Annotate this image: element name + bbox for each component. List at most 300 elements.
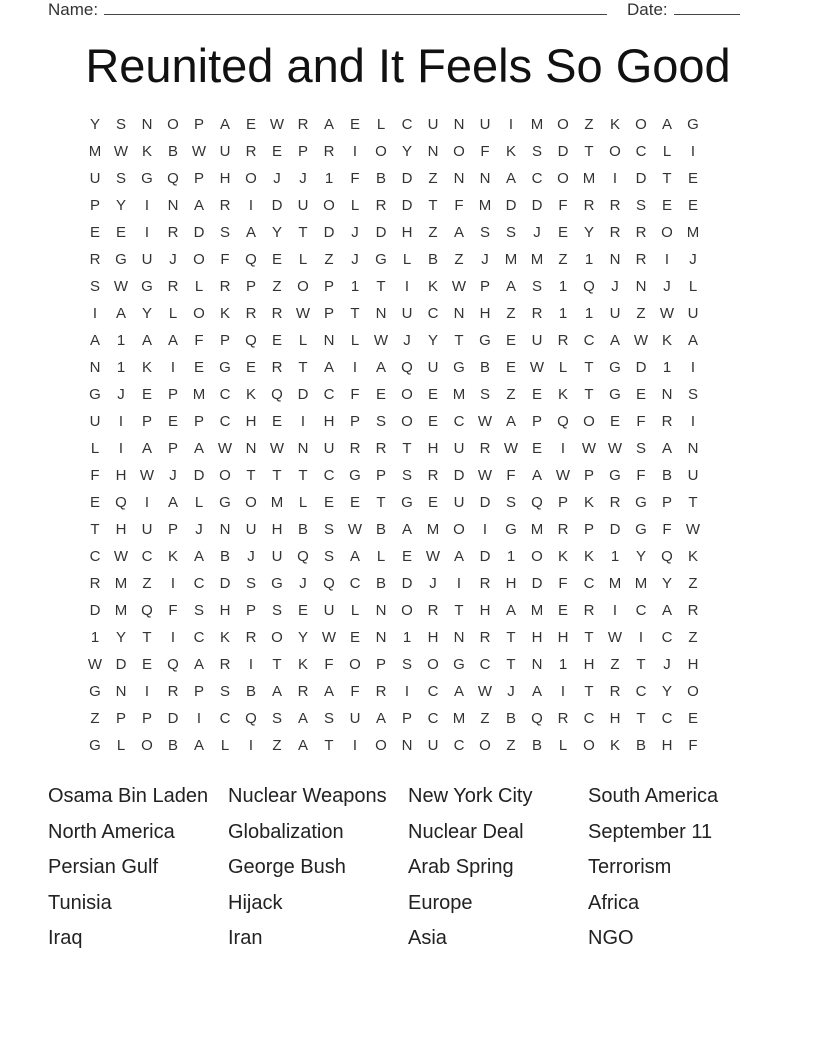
grid-letter: A [193, 656, 204, 673]
grid-letter: B [531, 737, 542, 754]
grid-letter: U [89, 170, 101, 187]
grid-letter: Q [245, 251, 257, 268]
grid-letter: S [505, 224, 516, 241]
grid-letter: Y [297, 629, 308, 646]
grid-row [82, 221, 706, 248]
grid-letter: U [141, 251, 153, 268]
grid-letter: A [141, 440, 152, 457]
grid-letter: Z [584, 116, 594, 133]
grid-letter: A [609, 332, 620, 349]
grid-letter: Y [635, 548, 646, 565]
grid-letter: A [219, 116, 230, 133]
grid-letter: W [113, 143, 129, 160]
grid-letter: R [89, 251, 101, 268]
grid-letter: K [245, 386, 256, 403]
grid-letter: D [323, 224, 335, 241]
grid-letter: D [193, 467, 205, 484]
grid-letter: W [113, 278, 129, 295]
grid-letter: P [583, 467, 594, 484]
grid-letter: 1 [324, 170, 334, 187]
grid-letter: U [297, 197, 309, 214]
grid-letter: A [453, 683, 464, 700]
grid-letter: 1 [506, 548, 516, 565]
grid-letter: K [557, 548, 568, 565]
grid-letter: N [661, 386, 673, 403]
grid-letter: Q [167, 656, 179, 673]
grid-letter: P [583, 521, 594, 538]
grid-letter: R [219, 278, 231, 295]
word-bank-item: NGO [588, 927, 634, 949]
grid-row [82, 626, 706, 653]
word-bank-item: Europe [408, 891, 473, 914]
grid-letter: Y [115, 629, 126, 646]
grid-letter: F [168, 602, 178, 619]
grid-letter: I [404, 278, 410, 295]
grid-letter: W [373, 332, 389, 349]
grid-letter: J [169, 467, 177, 484]
grid-letter: E [531, 440, 542, 457]
grid-letter: I [560, 683, 566, 700]
grid-letter: L [116, 737, 126, 754]
word-bank [48, 779, 768, 957]
date-blank-line[interactable] [674, 0, 740, 15]
grid-letter: S [687, 386, 698, 403]
grid-letter: B [635, 737, 646, 754]
grid-letter: M [452, 710, 466, 727]
grid-letter: I [196, 710, 202, 727]
grid-letter: S [323, 521, 334, 538]
word-bank-item: Africa [588, 891, 640, 914]
grid-letter: G [89, 683, 101, 700]
grid-letter: B [375, 170, 386, 187]
grid-letter: D [609, 521, 621, 538]
grid-letter: E [271, 332, 282, 349]
grid-letter: B [375, 575, 386, 592]
grid-letter: I [144, 197, 150, 214]
grid-letter: C [219, 413, 231, 430]
grid-letter: F [636, 413, 646, 430]
grid-letter: H [609, 710, 621, 727]
grid-letter: P [375, 656, 386, 673]
grid-letter: R [479, 440, 491, 457]
grid-letter: E [427, 413, 438, 430]
grid-letter: K [557, 386, 568, 403]
grid-letter: T [246, 467, 256, 484]
grid-letter: N [89, 359, 101, 376]
grid-letter: O [297, 278, 309, 295]
grid-letter: R [297, 116, 309, 133]
word-bank-item: George Bush [228, 856, 346, 878]
grid-letter: U [271, 548, 283, 565]
grid-letter: Z [506, 386, 516, 403]
grid-letter: U [609, 305, 621, 322]
grid-letter: P [167, 386, 178, 403]
grid-letter: L [558, 359, 568, 376]
grid-letter: L [376, 548, 386, 565]
grid-letter: D [115, 656, 127, 673]
grid-letter: L [350, 332, 360, 349]
grid-letter: T [506, 629, 516, 646]
grid-letter: C [453, 413, 465, 430]
grid-letter: O [375, 737, 387, 754]
grid-letter: D [401, 575, 413, 592]
grid-letter: N [427, 143, 439, 160]
grid-letter: P [375, 467, 386, 484]
name-field[interactable] [48, 0, 607, 20]
grid-letter: P [219, 332, 230, 349]
grid-letter: Z [272, 278, 282, 295]
grid-letter: E [557, 224, 568, 241]
grid-letter: N [375, 629, 387, 646]
grid-letter: N [297, 440, 309, 457]
grid-letter: O [661, 224, 673, 241]
grid-letter: F [194, 332, 204, 349]
grid-letter: R [167, 278, 179, 295]
grid-letter: T [584, 683, 594, 700]
grid-letter: T [298, 467, 308, 484]
grid-letter: T [272, 656, 282, 673]
grid-letter: O [453, 143, 465, 160]
grid-letter: M [582, 170, 596, 187]
grid-letter: G [89, 386, 101, 403]
grid-letter: F [350, 386, 360, 403]
grid-letter: P [297, 143, 308, 160]
grid-letter: A [167, 332, 178, 349]
grid-letter: T [584, 629, 594, 646]
grid-letter: B [375, 521, 386, 538]
grid-letter: J [507, 683, 515, 700]
grid-letter: W [425, 548, 441, 565]
grid-letter: D [635, 170, 647, 187]
grid-letter: U [245, 521, 257, 538]
grid-letter: E [531, 386, 542, 403]
grid-letter: C [583, 710, 595, 727]
grid-letter: O [557, 170, 569, 187]
grid-letter: G [453, 359, 465, 376]
grid-letter: E [271, 413, 282, 430]
grid-letter: Q [115, 494, 127, 511]
grid-letter: E [661, 197, 672, 214]
grid-letter: O [219, 467, 231, 484]
grid-letter: I [612, 602, 618, 619]
grid-letter: M [452, 386, 466, 403]
grid-letter: N [375, 305, 387, 322]
grid-letter: A [115, 305, 126, 322]
word-bank-item: Tunisia [48, 891, 112, 914]
grid-letter: G [141, 170, 153, 187]
grid-letter: A [193, 548, 204, 565]
grid-letter: H [115, 467, 127, 484]
grid-letter: R [583, 602, 595, 619]
grid-letter: P [531, 413, 542, 430]
grid-letter: D [219, 575, 231, 592]
grid-letter: C [635, 683, 647, 700]
grid-letter: U [323, 602, 335, 619]
grid-letter: R [271, 305, 283, 322]
grid-letter: W [659, 305, 675, 322]
grid-letter: A [661, 116, 672, 133]
grid-letter: G [141, 278, 153, 295]
grid-letter: Z [142, 575, 152, 592]
grid-letter: R [375, 683, 387, 700]
grid-letter: E [193, 359, 204, 376]
grid-letter: S [401, 656, 412, 673]
grid-letter: P [193, 413, 204, 430]
grid-letter: C [661, 629, 673, 646]
grid-letter: E [349, 494, 360, 511]
grid-letter: H [219, 170, 231, 187]
grid-letter: E [271, 251, 282, 268]
grid-letter: F [220, 251, 230, 268]
grid-letter: M [88, 143, 102, 160]
grid-letter: T [350, 305, 360, 322]
grid-letter: T [298, 224, 308, 241]
grid-letter: K [167, 548, 178, 565]
grid-letter: R [245, 143, 257, 160]
grid-letter: B [167, 143, 178, 160]
grid-letter: N [453, 629, 465, 646]
grid-letter: C [531, 170, 543, 187]
grid-letter: O [349, 656, 361, 673]
grid-letter: H [245, 413, 257, 430]
grid-letter: E [687, 197, 698, 214]
grid-letter: E [245, 116, 256, 133]
grid-letter: Q [531, 710, 543, 727]
grid-letter: I [352, 143, 358, 160]
word-search-grid [82, 113, 706, 761]
grid-letter: A [349, 548, 360, 565]
grid-letter: K [505, 143, 516, 160]
grid-letter: S [531, 278, 542, 295]
grid-letter: F [636, 467, 646, 484]
grid-letter: E [635, 386, 646, 403]
grid-letter: G [609, 359, 621, 376]
grid-letter: O [635, 116, 647, 133]
grid-letter: Z [610, 656, 620, 673]
grid-letter: J [689, 251, 697, 268]
grid-letter: W [607, 629, 623, 646]
grid-letter: P [349, 413, 360, 430]
date-field[interactable] [627, 0, 740, 20]
grid-letter: I [118, 440, 124, 457]
grid-letter: C [427, 683, 439, 700]
grid-letter: F [558, 575, 568, 592]
grid-letter: R [349, 440, 361, 457]
word-bank-item: Osama Bin Laden [48, 785, 209, 807]
grid-letter: T [688, 494, 698, 511]
grid-letter: G [115, 251, 127, 268]
grid-letter: C [427, 305, 439, 322]
grid-letter: G [375, 251, 387, 268]
grid-row [82, 491, 706, 518]
grid-letter: R [583, 197, 595, 214]
grid-letter: Z [272, 737, 282, 754]
grid-letter: N [375, 602, 387, 619]
grid-letter: M [114, 602, 128, 619]
grid-letter: U [531, 332, 543, 349]
grid-letter: S [323, 548, 334, 565]
grid-letter: L [194, 494, 204, 511]
grid-row [82, 572, 706, 599]
grid-letter: N [531, 656, 543, 673]
grid-letter: W [477, 467, 493, 484]
grid-letter: E [141, 386, 152, 403]
grid-letter: I [508, 116, 514, 133]
grid-letter: O [479, 737, 491, 754]
grid-letter: H [531, 629, 543, 646]
grid-letter: B [661, 467, 672, 484]
grid-letter: J [117, 386, 125, 403]
grid-letter: N [245, 440, 257, 457]
grid-letter: A [167, 494, 178, 511]
grid-letter: A [297, 710, 308, 727]
grid-letter: O [167, 116, 179, 133]
grid-letter: O [245, 494, 257, 511]
grid-letter: E [505, 359, 516, 376]
grid-letter: I [144, 683, 150, 700]
grid-row [82, 356, 706, 383]
grid-letter: E [89, 494, 100, 511]
grid-letter: D [453, 467, 465, 484]
grid-letter: K [297, 656, 308, 673]
grid-letter: D [505, 197, 517, 214]
grid-letter: S [635, 440, 646, 457]
grid-letter: R [557, 710, 569, 727]
grid-letter: J [429, 575, 437, 592]
grid-letter: P [141, 413, 152, 430]
grid-letter: E [375, 386, 386, 403]
grid-letter: 1 [610, 548, 620, 565]
grid-letter: T [402, 440, 412, 457]
grid-letter: Z [558, 251, 568, 268]
grid-letter: N [323, 332, 335, 349]
grid-letter: E [167, 413, 178, 430]
grid-letter: C [219, 710, 231, 727]
grid-letter: Z [688, 575, 698, 592]
grid-letter: I [248, 197, 254, 214]
grid-letter: C [349, 575, 361, 592]
grid-letter: L [90, 440, 100, 457]
grid-letter: O [453, 521, 465, 538]
grid-letter: O [557, 116, 569, 133]
grid-letter: 1 [584, 251, 594, 268]
grid-letter: P [167, 521, 178, 538]
grid-letter: N [141, 116, 153, 133]
grid-letter: R [635, 224, 647, 241]
grid-letter: P [193, 683, 204, 700]
grid-row [82, 680, 706, 707]
grid-letter: C [453, 737, 465, 754]
grid-row [82, 383, 706, 410]
word-bank-item: Persian Gulf [48, 856, 159, 878]
grid-letter: J [299, 170, 307, 187]
grid-letter: S [635, 197, 646, 214]
grid-letter: U [89, 413, 101, 430]
grid-letter: J [351, 251, 359, 268]
grid-letter: U [453, 494, 465, 511]
grid-letter: S [505, 494, 516, 511]
grid-row [82, 194, 706, 221]
grid-letter: B [479, 359, 490, 376]
grid-letter: C [193, 629, 205, 646]
grid-letter: I [690, 359, 696, 376]
grid-letter: A [245, 224, 256, 241]
grid-letter: C [141, 548, 153, 565]
grid-letter: S [479, 386, 490, 403]
grid-letter: L [350, 197, 360, 214]
grid-letter: W [529, 359, 545, 376]
grid-letter: I [560, 440, 566, 457]
grid-letter: W [685, 521, 701, 538]
grid-letter: G [401, 494, 413, 511]
grid-letter: P [115, 710, 126, 727]
grid-letter: M [114, 575, 128, 592]
grid-letter: R [661, 413, 673, 430]
grid-letter: A [453, 224, 464, 241]
page-title: Reunited and It Feels So Good [85, 39, 731, 92]
grid-letter: O [609, 143, 621, 160]
grid-letter: U [687, 305, 699, 322]
grid-row [82, 140, 706, 167]
grid-letter: J [533, 224, 541, 241]
grid-letter: F [350, 170, 360, 187]
grid-letter: F [506, 467, 516, 484]
grid-row [82, 599, 706, 626]
grid-letter: W [503, 440, 519, 457]
grid-letter: Z [480, 710, 490, 727]
grid-letter: W [269, 440, 285, 457]
grid-letter: O [245, 170, 257, 187]
grid-letter: L [298, 251, 308, 268]
grid-letter: P [141, 710, 152, 727]
grid-letter: W [607, 440, 623, 457]
grid-letter: W [633, 332, 649, 349]
grid-letter: F [558, 197, 568, 214]
grid-letter: G [609, 467, 621, 484]
grid-letter: U [401, 305, 413, 322]
grid-letter: H [271, 521, 283, 538]
grid-letter: N [115, 683, 127, 700]
grid-letter: A [193, 737, 204, 754]
grid-letter: O [401, 413, 413, 430]
grid-letter: Q [531, 494, 543, 511]
grid-letter: G [635, 494, 647, 511]
grid-letter: W [555, 467, 571, 484]
grid-letter: T [142, 629, 152, 646]
grid-letter: O [583, 413, 595, 430]
grid-letter: Y [141, 305, 152, 322]
name-label: Name: [48, 0, 99, 19]
grid-letter: L [662, 143, 672, 160]
grid-letter: N [479, 170, 491, 187]
grid-letter: A [323, 116, 334, 133]
grid-letter: U [141, 521, 153, 538]
grid-letter: J [611, 278, 619, 295]
grid-letter: Q [271, 386, 283, 403]
grid-letter: H [427, 440, 439, 457]
grid-letter: E [349, 629, 360, 646]
grid-letter: T [428, 197, 438, 214]
name-blank-line[interactable] [104, 0, 607, 15]
grid-letter: I [170, 359, 176, 376]
grid-letter: I [300, 413, 306, 430]
grid-letter: I [118, 413, 124, 430]
grid-letter: E [271, 143, 282, 160]
grid-letter: C [89, 548, 101, 565]
grid-letter: J [247, 548, 255, 565]
grid-letter: C [583, 332, 595, 349]
grid-letter: G [505, 521, 517, 538]
